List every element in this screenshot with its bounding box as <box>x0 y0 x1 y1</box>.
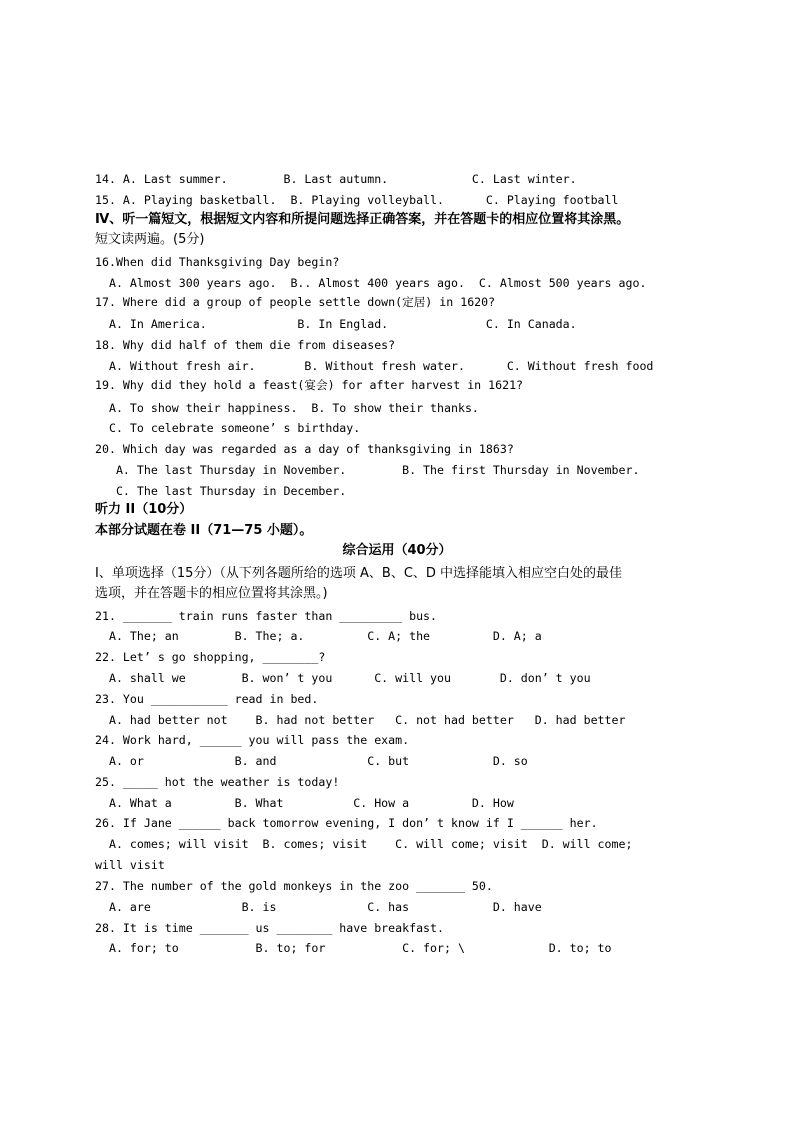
q27-question: 27. The number of the gold monkeys in the zoo _______ 50. <box>95 879 493 893</box>
q20-question: 20. Which day was regarded as a day of thanksgiving in 1863? <box>95 442 514 456</box>
q21-question: 21. _______ train runs faster than _________ bus. <box>95 609 438 623</box>
q20-options-ab: A. The last Thursday in November. B. The first Thursday in November. <box>95 463 640 477</box>
q28-question: 28. It is time _______ us ________ have breakfast. <box>95 921 445 935</box>
q19-option-c: C. To celebrate someone’ s birthday. <box>95 421 361 435</box>
q18-options: A. Without fresh air. B. Without fresh water. C. Without fresh food <box>95 359 654 373</box>
section-iv-instruction: Ⅳ、听一篇短文，根据短文内容和所提问题选择正确答案，并在答题卡的相应位置将其涂黑。 <box>95 212 630 227</box>
q19-options-ab: A. To show their happiness. B. To show their thanks. <box>95 401 479 415</box>
q18-question: 18. Why did half of them die from diseases? <box>95 338 396 352</box>
q23-question: 23. You ___________ read in bed. <box>95 692 319 706</box>
q28-options: A. for; to B. to; for C. for; \ D. to; to <box>95 941 612 955</box>
q27-options: A. are B. is C. has D. have <box>95 900 542 914</box>
q26-options-cont: will visit <box>95 858 165 872</box>
q17-question: 17. Where did a group of people settle down(定居) in 1620? <box>95 295 496 309</box>
q21-options: A. The; an B. The; a. C. A; the D. A; a <box>95 629 542 643</box>
q14-options: 14. A. Last summer. B. Last autumn. C. Last winter. <box>95 172 577 186</box>
q19-question: 19. Why did they hold a feast(宴会) for after harvest in 1621? <box>95 378 524 392</box>
q20-option-c: C. The last Thursday in December. <box>95 484 347 498</box>
section-iv-instruction-cont: 短文读两遍。(5分) <box>95 232 205 247</box>
q26-options: A. comes; will visit B. comes; visit C. will come; visit D. will come; <box>95 837 633 851</box>
q17-options: A. In America. B. In Englad. C. In Canada. <box>95 317 577 331</box>
q26-question: 26. If Jane ______ back tomorrow evening, I don’ t know if I ______ her. <box>95 816 598 830</box>
q25-question: 25. _____ hot the weather is today! <box>95 775 340 789</box>
q25-options: A. What a B. What C. How a D. How <box>95 796 514 810</box>
listening-ii-heading: 听力 II（10分） <box>95 502 193 517</box>
section-heading-comprehensive: 综合运用（40分） <box>342 543 452 558</box>
q22-question: 22. Let’ s go shopping, ________? <box>95 650 326 664</box>
q16-question: 16.When did Thanksgiving Day begin? <box>95 255 340 269</box>
q23-options: A. had better not B. had not better C. not had better D. had better <box>95 713 626 727</box>
q22-options: A. shall we B. won’ t you C. will you D. don’ t you <box>95 671 591 685</box>
q24-question: 24. Work hard, ______ you will pass the exam. <box>95 733 410 747</box>
section-i-instruction: I、单项选择（15分）（从下列各题所给的选项 A、B、C、D 中选择能填入相应空白处的最佳 <box>95 566 623 581</box>
q15-options: 15. A. Playing basketball. B. Playing volleyball. C. Playing football <box>95 193 619 207</box>
section-i-instruction-cont: 选项，并在答题卡的相应位置将其涂黑。) <box>95 586 328 601</box>
q16-options: A. Almost 300 years ago. B.. Almost 400 years ago. C. Almost 500 years ago. <box>95 276 647 290</box>
q24-options: A. or B. and C. but D. so <box>95 754 528 768</box>
listening-ii-note: 本部分试题在卷 II（71—75 小题）。 <box>95 523 313 538</box>
